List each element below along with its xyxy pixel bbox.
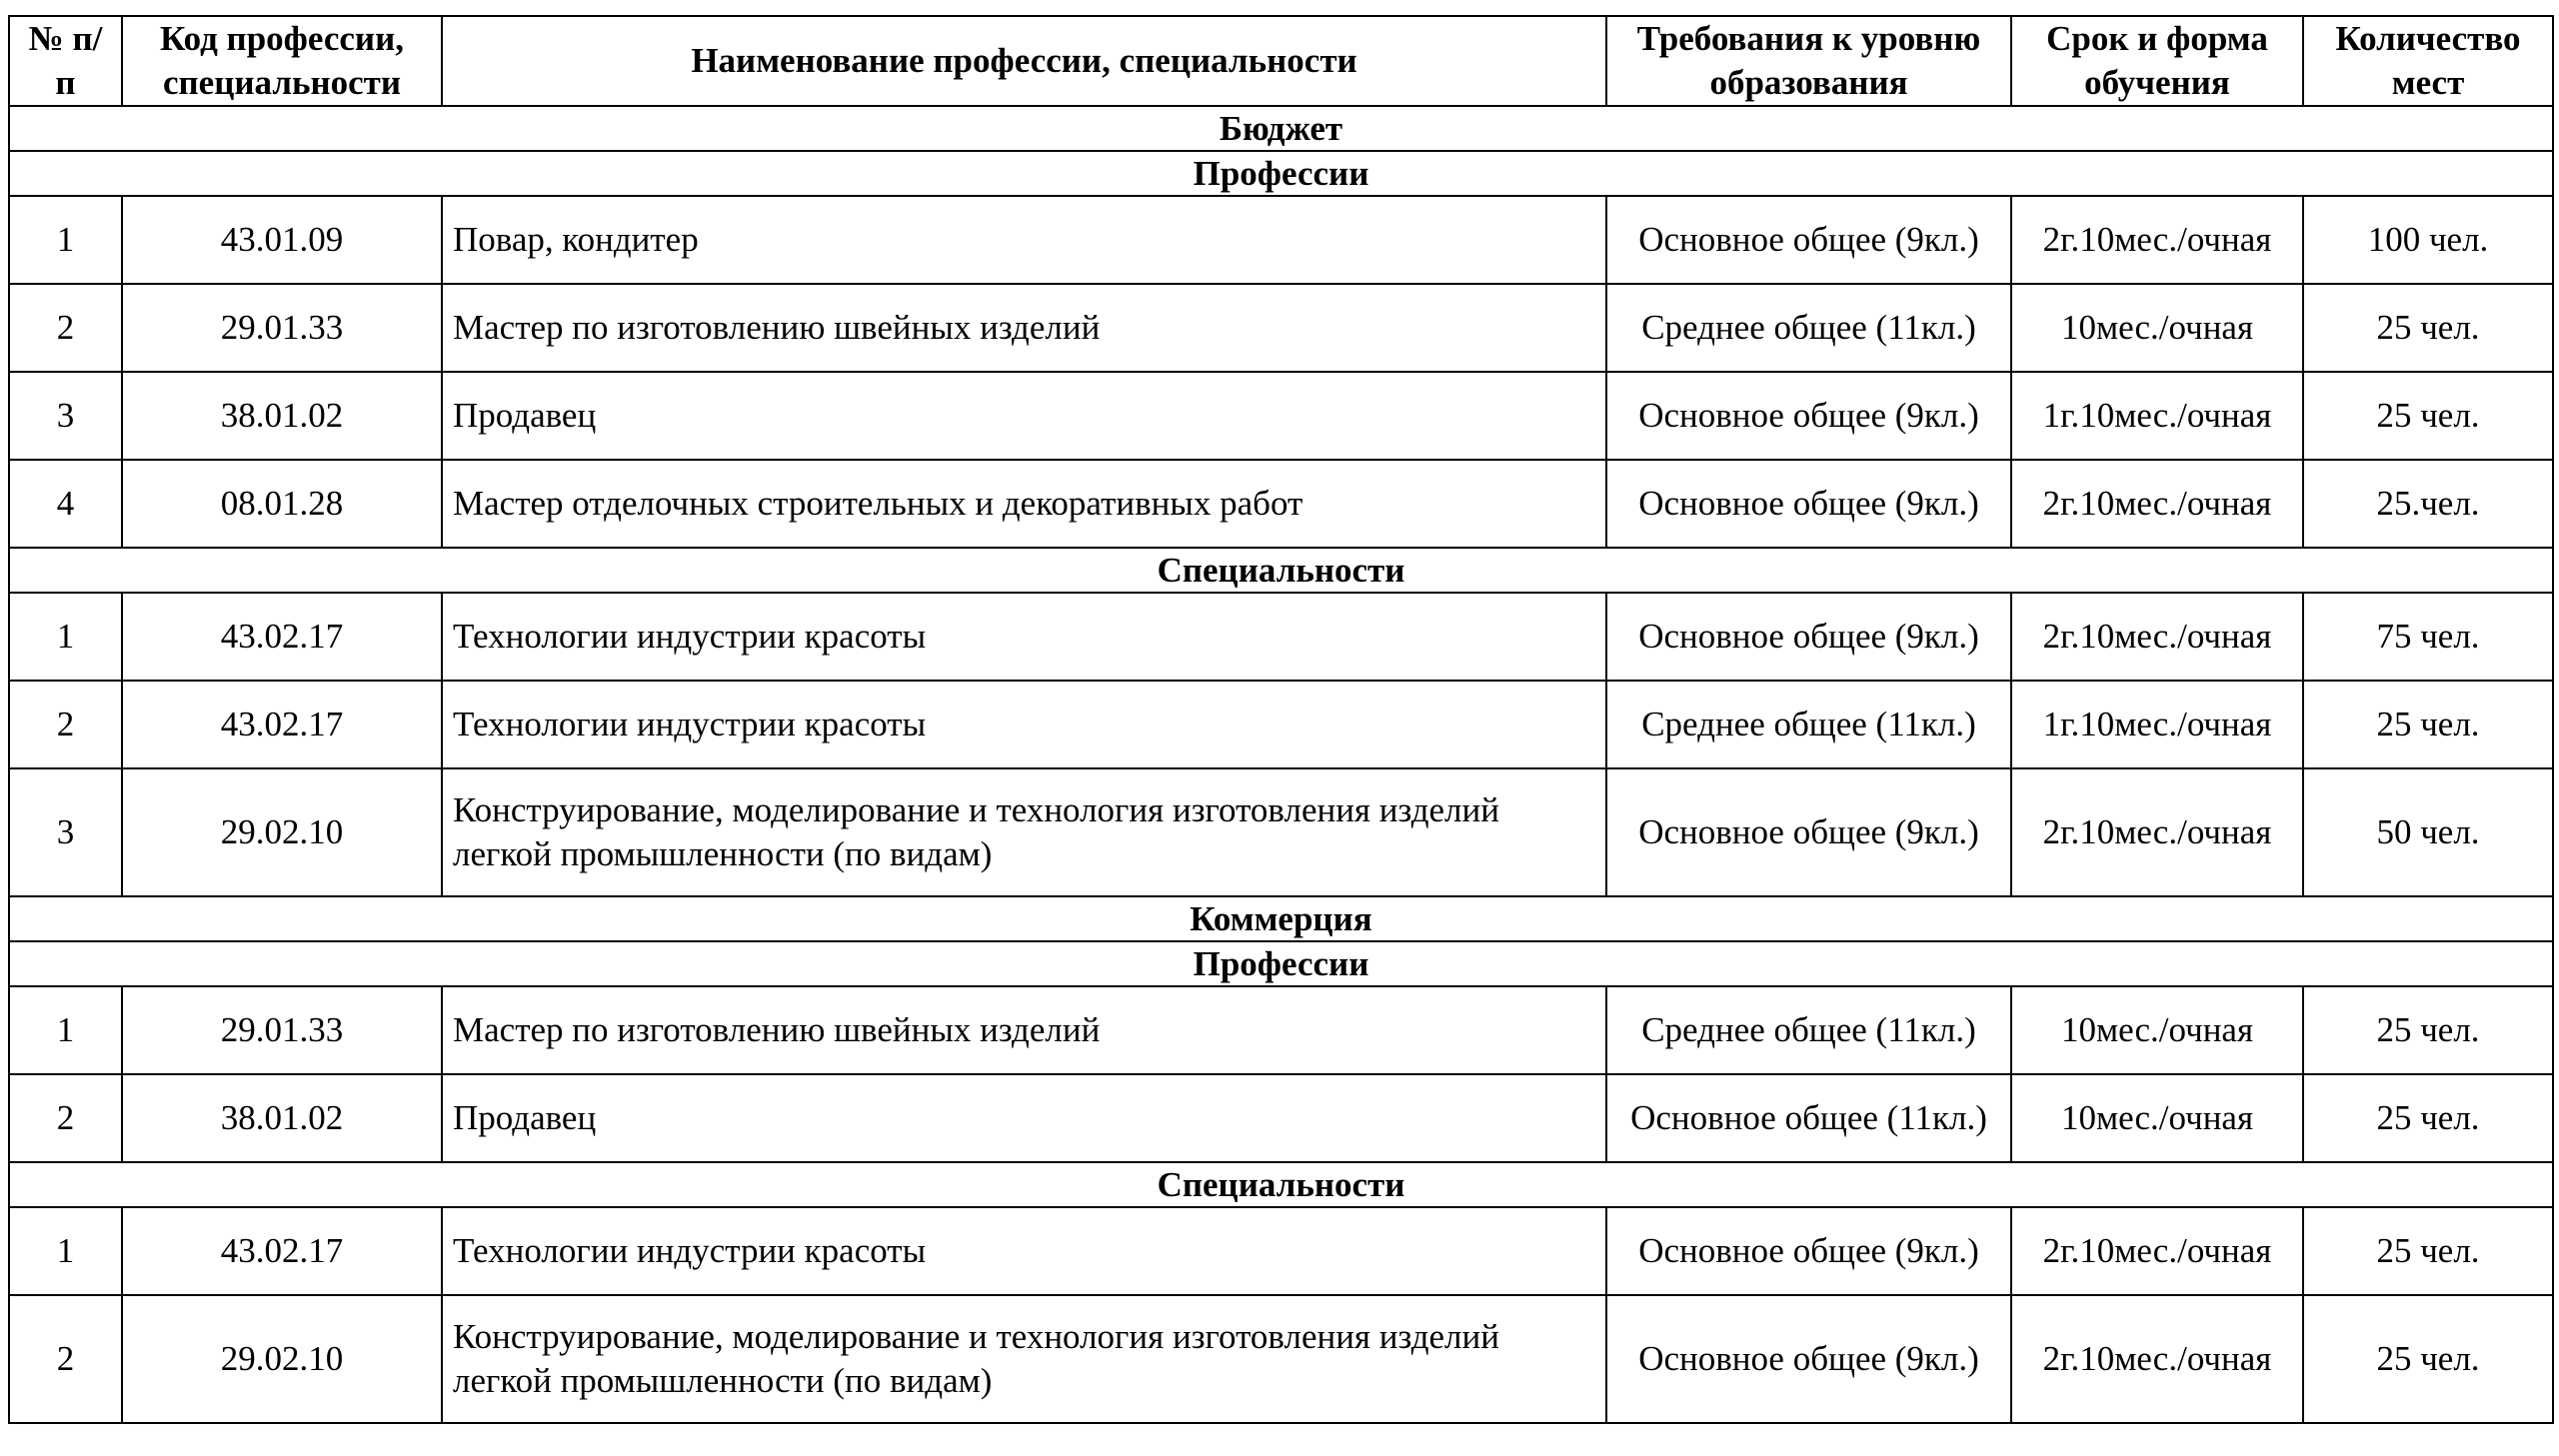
header-num: № п/п — [9, 16, 122, 106]
header-name: Наименование профессии, специальности — [442, 16, 1606, 106]
seat-count: 25 чел. — [2303, 681, 2553, 768]
study-term: 2г.10мес./очная — [2011, 768, 2303, 896]
category-group-row — [9, 941, 2553, 986]
profession-code: 43.01.09 — [122, 196, 442, 284]
table-row — [9, 284, 2553, 372]
row-number: 1 — [9, 1207, 122, 1295]
profession-name: Конструирование, моделирование и технология изготовления изделий легкой промышленности (по видам) — [442, 1295, 1606, 1423]
study-term: 2г.10мес./очная — [2011, 593, 2303, 681]
profession-name: Технологии индустрии красоты — [442, 1207, 1606, 1295]
study-term: 1г.10мес./очная — [2011, 681, 2303, 768]
education-requirement: Основное общее (9кл.) — [1606, 460, 2011, 548]
seat-count: 25 чел. — [2303, 284, 2553, 372]
row-number: 2 — [9, 681, 122, 768]
education-requirement: Среднее общее (11кл.) — [1606, 284, 2011, 372]
profession-name: Продавец — [442, 372, 1606, 460]
education-requirement: Основное общее (9кл.) — [1606, 593, 2011, 681]
education-requirement: Основное общее (9кл.) — [1606, 1295, 2011, 1423]
profession-code: 43.02.17 — [122, 593, 442, 681]
profession-code: 38.01.02 — [122, 372, 442, 460]
profession-name: Мастер по изготовлению швейных изделий — [442, 986, 1606, 1074]
table-row — [9, 460, 2553, 548]
table-row — [9, 986, 2553, 1074]
category-group-row-title: Профессии — [9, 941, 2553, 986]
category-group-row-title: Специальности — [9, 1162, 2553, 1207]
study-term: 10мес./очная — [2011, 986, 2303, 1074]
header-education: Требования к уровню образования — [1606, 16, 2011, 106]
profession-code: 38.01.02 — [122, 1074, 442, 1162]
seat-count: 25 чел. — [2303, 1295, 2553, 1423]
profession-code: 43.02.17 — [122, 681, 442, 768]
category-group-row — [9, 548, 2553, 593]
profession-name: Мастер отделочных строительных и декоративных работ — [442, 460, 1606, 548]
study-term: 2г.10мес./очная — [2011, 196, 2303, 284]
table-row — [9, 196, 2553, 284]
profession-code: 43.02.17 — [122, 1207, 442, 1295]
row-number: 1 — [9, 593, 122, 681]
education-requirement: Основное общее (9кл.) — [1606, 1207, 2011, 1295]
category-group-row — [9, 151, 2553, 196]
education-requirement: Основное общее (11кл.) — [1606, 1074, 2011, 1162]
funding-section-row — [9, 106, 2553, 151]
profession-code: 29.02.10 — [122, 768, 442, 896]
table-row — [9, 1207, 2553, 1295]
seat-count: 25 чел. — [2303, 1074, 2553, 1162]
profession-name: Продавец — [442, 1074, 1606, 1162]
education-requirement: Основное общее (9кл.) — [1606, 372, 2011, 460]
study-term: 1г.10мес./очная — [2011, 372, 2303, 460]
row-number: 4 — [9, 460, 122, 548]
profession-name: Мастер по изготовлению швейных изделий — [442, 284, 1606, 372]
table-body — [9, 106, 2553, 1423]
study-term: 10мес./очная — [2011, 1074, 2303, 1162]
profession-code: 29.01.33 — [122, 986, 442, 1074]
row-number: 2 — [9, 284, 122, 372]
profession-code: 29.01.33 — [122, 284, 442, 372]
seat-count: 25 чел. — [2303, 986, 2553, 1074]
row-number: 2 — [9, 1074, 122, 1162]
table-header-row — [9, 16, 2553, 106]
table-row — [9, 593, 2553, 681]
table-row — [9, 768, 2553, 896]
category-group-row — [9, 1162, 2553, 1207]
seat-count: 100 чел. — [2303, 196, 2553, 284]
seat-count: 50 чел. — [2303, 768, 2553, 896]
row-number: 3 — [9, 372, 122, 460]
funding-section-row-title: Бюджет — [9, 106, 2553, 151]
study-term: 2г.10мес./очная — [2011, 1207, 2303, 1295]
seat-count: 75 чел. — [2303, 593, 2553, 681]
row-number: 1 — [9, 986, 122, 1074]
category-group-row-title: Профессии — [9, 151, 2553, 196]
profession-name: Конструирование, моделирование и технология изготовления изделий легкой промышленности (по видам) — [442, 768, 1606, 896]
table-row — [9, 1074, 2553, 1162]
education-requirement: Основное общее (9кл.) — [1606, 196, 2011, 284]
profession-name: Технологии индустрии красоты — [442, 681, 1606, 768]
profession-name: Повар, кондитер — [442, 196, 1606, 284]
header-term: Срок и форма обучения — [2011, 16, 2303, 106]
study-term: 2г.10мес./очная — [2011, 460, 2303, 548]
header-code: Код профессии, специальности — [122, 16, 442, 106]
header-seats: Количество мест — [2303, 16, 2553, 106]
education-requirement: Среднее общее (11кл.) — [1606, 681, 2011, 768]
study-term: 2г.10мес./очная — [2011, 1295, 2303, 1423]
seat-count: 25.чел. — [2303, 460, 2553, 548]
seat-count: 25 чел. — [2303, 372, 2553, 460]
study-term: 10мес./очная — [2011, 284, 2303, 372]
profession-code: 08.01.28 — [122, 460, 442, 548]
seat-count: 25 чел. — [2303, 1207, 2553, 1295]
table-row — [9, 372, 2553, 460]
table-row — [9, 681, 2553, 768]
funding-section-row — [9, 896, 2553, 941]
row-number: 1 — [9, 196, 122, 284]
education-requirement: Основное общее (9кл.) — [1606, 768, 2011, 896]
education-requirement: Среднее общее (11кл.) — [1606, 986, 2011, 1074]
funding-section-row-title: Коммерция — [9, 896, 2553, 941]
table-row — [9, 1295, 2553, 1423]
profession-code: 29.02.10 — [122, 1295, 442, 1423]
row-number: 3 — [9, 768, 122, 896]
category-group-row-title: Специальности — [9, 548, 2553, 593]
profession-name: Технологии индустрии красоты — [442, 593, 1606, 681]
admission-table — [8, 15, 2554, 1424]
row-number: 2 — [9, 1295, 122, 1423]
